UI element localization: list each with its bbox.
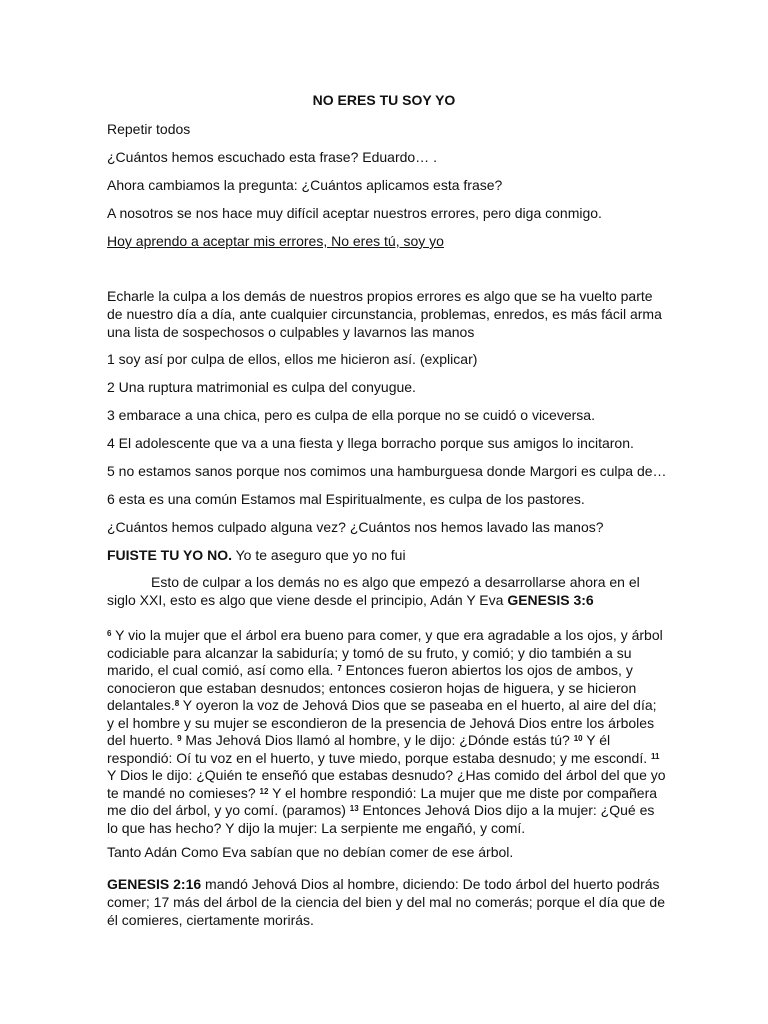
list-item: 3 embarace a una chica, pero es culpa de ella porque no se cuidó o viceversa. xyxy=(107,407,595,423)
culpa-paragraph: Echarle la culpa a los demás de nuestros propios errores es algo que se ha vuelto parte de nuestro día a día, ante cualquier circunstancia, problemas, enredos, es más fácil arma una lista de sospechosos o culpables y lavarnos las manos xyxy=(107,288,662,340)
question-3: A nosotros se nos hace muy difícil aceptar nuestros errores, pero diga conmigo. xyxy=(107,205,602,221)
genesis-2-16-text: mandó Jehová Dios al hombre, diciendo: De todo árbol del huerto podrás comer; 17 más del árbol de la ciencia del bien y del mal no comerás; porque el día que de él comieres, ciertamente morirás. xyxy=(107,876,665,928)
verse-text: Y Dios le dijo: ¿Quién te enseñó que estabas desnudo? ¿Has comido del árbol del que yo te mandé no comieses? xyxy=(107,767,666,801)
list-item: 6 esta es una común Estamos mal Espiritualmente, es culpa de los pastores. xyxy=(107,491,585,507)
verse-number: 12 xyxy=(259,786,269,796)
verse-text: Y vio la mujer que el árbol era bueno para comer, y que era agradable a los ojos, y árbol codiciable para alcanzar la sabiduría; y tomó de su fruto, y comió; y dio también a su marido, el cual comió, así como ella. xyxy=(107,627,663,679)
verse-number: 13 xyxy=(349,804,359,814)
fuiste-rest: Yo te aseguro que yo no fui xyxy=(231,547,406,563)
list-item: ¿Cuántos hemos culpado alguna vez? ¿Cuántos nos hemos lavado las manos? xyxy=(107,519,604,535)
verse-text: Y oyeron la voz de Jehová Dios que se paseaba en el huerto, al aire del día; y el hombre y su mujer se escondieron de la presencia de Jehová Dios entre los árboles del huerto. xyxy=(107,697,657,749)
list-item: 2 Una ruptura matrimonial es culpa del conyugue. xyxy=(107,379,416,395)
list-item: 1 soy así por culpa de ellos, ellos me hicieron así. (explicar) xyxy=(107,351,478,367)
fuiste-line xyxy=(107,546,406,564)
verse-text: Y él respondió: Oí tu voz en el huerto, y tuve miedo, porque estaba desnudo; y me escondí. xyxy=(107,732,651,766)
underlined-phrase: Hoy aprendo a aceptar mis errores, No eres tú, soy yo xyxy=(107,233,444,249)
list-item: 5 no estamos sanos porque nos comimos una hamburguesa donde Margori es culpa de… xyxy=(107,463,667,479)
question-1: ¿Cuántos hemos escuchado esta frase? Eduardo… . xyxy=(107,149,437,165)
scripture-block xyxy=(107,627,667,838)
repetir-line: Repetir todos xyxy=(107,121,191,137)
verse-text: Y el hombre respondió: La mujer que me diste por compañera me dio del árbol, y yo comí. (paramos) xyxy=(107,784,658,819)
genesis-3-6-ref: GENESIS 3:6 xyxy=(507,591,594,608)
verse-number: 9 xyxy=(177,734,182,744)
question-2: Ahora cambiamos la pregunta: ¿Cuántos aplicamos esta frase? xyxy=(107,177,503,193)
verse-text: Mas Jehová Dios llamó al hombre, y le dijo: ¿Dónde estás tú? xyxy=(181,732,574,749)
verse-number: 11 xyxy=(651,751,660,761)
verse-number: 7 xyxy=(337,664,342,674)
culpar-text: Esto de culpar a los demás no es algo que empezó a desarrollarse ahora en el siglo XXI, esto es algo que viene desde el principio, Adán Y Eva xyxy=(107,574,640,608)
verse-number: 10 xyxy=(573,734,583,744)
verse-text: Entonces fueron abiertos los ojos de ambos, y conocieron que estaban desnudos; entonces cosieron hojas de higuera, y se hicieron delantales. xyxy=(107,662,637,714)
genesis-2-16-ref: GENESIS 2:16 xyxy=(107,876,202,892)
genesis-2-16-paragraph xyxy=(107,876,667,929)
list-item: 4 El adolescente que va a una fiesta y llega borracho porque sus amigos lo incitaron. xyxy=(107,435,634,451)
verse-number: 6 xyxy=(107,629,112,638)
culpar-paragraph xyxy=(107,574,667,610)
verse-number: 8 xyxy=(174,699,180,709)
fuiste-bold: FUISTE TU YO NO. xyxy=(107,547,232,563)
verse-text: Entonces Jehová Dios dijo a la mujer: ¿Qué es lo que has hecho? Y dijo la mujer: La serpiente me engañó, y comí. xyxy=(107,802,655,837)
tanto-line: Tanto Adán Como Eva sabían que no debían comer de ese árbol. xyxy=(107,844,514,860)
document-title: NO ERES TU SOY YO xyxy=(312,92,456,108)
